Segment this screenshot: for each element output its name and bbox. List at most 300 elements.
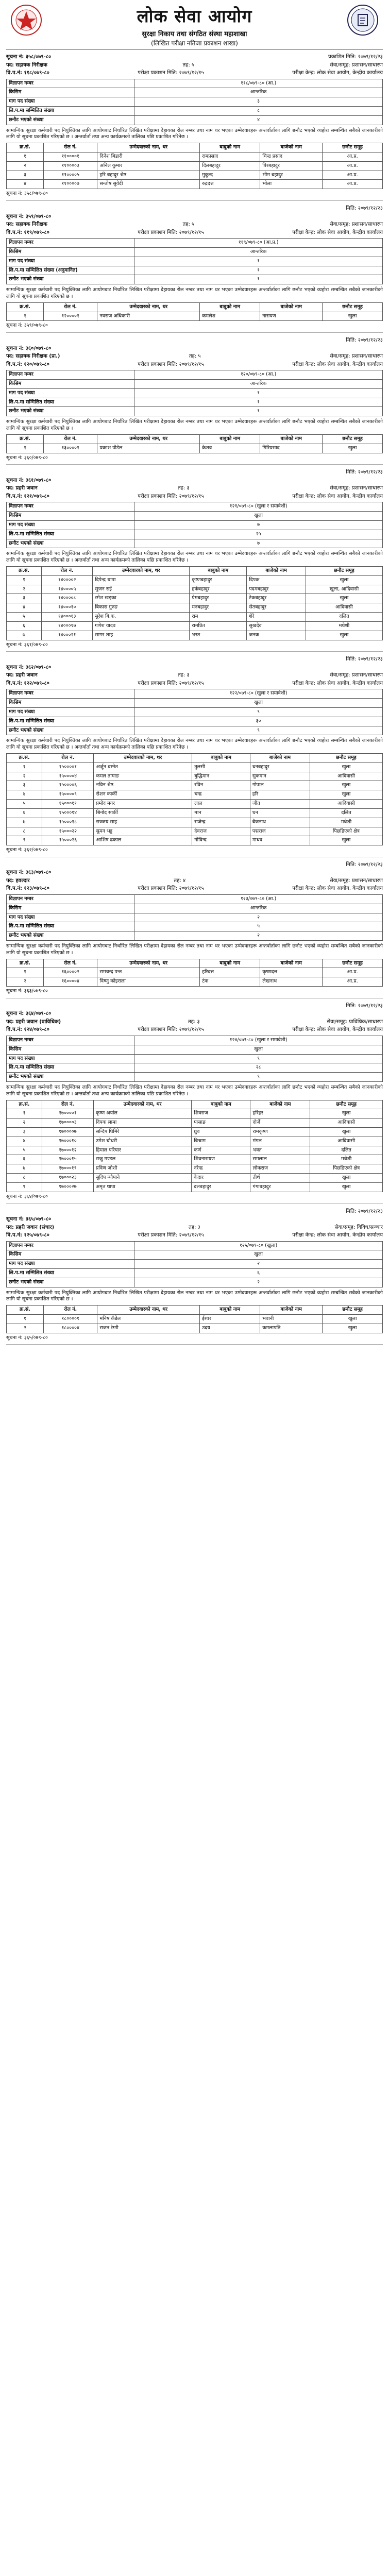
post-name: पद: सहायक निरीक्षक (6, 62, 47, 68)
column-header: बाबुको नाम (200, 1306, 260, 1315)
table-cell: बिश्राम (192, 1137, 250, 1146)
table-cell: ७ (7, 631, 42, 640)
table-cell: दिपक (247, 575, 306, 585)
table-cell: ३ (7, 781, 42, 790)
column-header: रोल नं. (42, 754, 94, 763)
results-table (6, 1100, 383, 1192)
table-cell: मधेशी (310, 818, 382, 827)
notice-paragraph: सामान्यिक सुरक्षा कर्मचारी पद नियुक्तिका लागि आयोगबाट निर्धारित लिखित परीक्षामा देहायका रोल नम्बर तथा नाम थर भएका उम्मेदवारहरू अन्तर्वार्ताका लागि छनौट भएको व्यहोरा सम्बन्धित सबैको जानकारीको लागि यो सूचना प्रकाशित गरिएको छ । अन्तर्वार्ता तथा अन्य कार्यक्रमको तालिका पछि प्रकाशित गरिनेछ । (6, 127, 383, 140)
table-row (7, 613, 383, 622)
column-header: बाजेको नाम (247, 567, 306, 576)
summary-value: ११९/०७९-८० (आ.प्र.) (134, 239, 383, 248)
table-cell: भरत (190, 631, 247, 640)
summary-row (7, 699, 383, 708)
column-header: बाजेको नाम (250, 1100, 310, 1109)
summary-label: विज्ञापन नम्बर (7, 370, 134, 380)
summary-value: १ (134, 407, 383, 416)
summary-label: विज्ञापन नम्बर (7, 239, 134, 248)
table-cell: १५००००१ (42, 762, 94, 772)
table-cell: ४ (7, 1137, 42, 1146)
summary-label: लि.प.मा सम्मिलित संख्या (7, 398, 134, 407)
column-header: बाबुको नाम (200, 959, 260, 968)
summary-row (7, 707, 383, 717)
notice-date: मिति: २०७९/१२/२३ (346, 337, 383, 344)
table-cell: प्रमोद मगर (94, 800, 192, 809)
table-cell: सञ्जय साह (94, 818, 192, 827)
table-cell: ध्रुव (192, 1128, 250, 1137)
table-cell: १५००००६ (42, 781, 94, 790)
exam-center: परीक्षा केन्द्र: लोक सेवा आयोग, केन्द्रीय कार्यालय (292, 886, 383, 892)
summary-value: ९ (134, 1054, 383, 1063)
table-cell: ९ (7, 836, 42, 845)
column-header: क्र.सं. (7, 302, 44, 312)
summary-value: आन्तरिक (134, 904, 383, 913)
table-cell: प्रकाश पौडेल (97, 444, 200, 453)
table-cell: ८ (7, 1174, 42, 1183)
notice-date: मिति: २०७९/१२/२३ (346, 469, 383, 476)
summary-value: ७ (134, 520, 383, 530)
notice-meta-row (6, 1010, 383, 1018)
column-header: बाजेको नाम (260, 959, 323, 968)
table-cell: हरिहर (250, 1109, 310, 1118)
table-cell: १४०००१३ (42, 613, 93, 622)
column-header: रोल नं. (42, 567, 93, 576)
table-cell: सुखदेव (247, 621, 306, 631)
table-row (7, 1137, 383, 1146)
column-header: रोल नं. (43, 302, 97, 312)
notice-paragraph: सामान्यिक सुरक्षा कर्मचारी पद नियुक्तिका लागि आयोगबाट निर्धारित लिखित परीक्षामा देहायका रोल नम्बर तथा नाम थर भएका उम्मेदवारहरू अन्तर्वार्ताका लागि छनौट भएको व्यहोरा सम्बन्धित सबैको जानकारीको लागि यो सूचना प्रकाशित गरिएको छ । (6, 419, 383, 432)
table-cell: ४ (7, 790, 42, 800)
column-header: बाबुको नाम (190, 567, 247, 576)
table-cell: २ (7, 161, 44, 171)
table-cell: ५ (7, 1146, 42, 1155)
post-meta-row (6, 1224, 383, 1231)
summary-label: माग पद संख्या (7, 520, 134, 530)
exam-publish-date: परीक्षा प्रकाशन मिति: २०७९/१२/१५ (138, 70, 204, 76)
table-header-row (7, 959, 383, 968)
table-cell: धन (250, 808, 310, 818)
table-row (7, 836, 383, 845)
summary-label: किसिम (7, 512, 134, 521)
column-header: उम्मेदवारको नाम, थर (94, 754, 192, 763)
summary-label: विज्ञापन नम्बर (7, 502, 134, 512)
table-cell: १७००००३ (42, 1118, 93, 1128)
summary-row (7, 1045, 383, 1054)
post-level: तह: ५ (182, 62, 195, 68)
summary-row (7, 520, 383, 530)
exam-publish-date: परीक्षा प्रकाशन मिति: २०७९/१२/१५ (138, 1232, 204, 1238)
post-name: पद: सहायक निरीक्षक (प्रा.) (6, 353, 60, 360)
org-name: लोक सेवा आयोग (137, 6, 252, 27)
exam-publish-date: परीक्षा प्रकाशन मिति: २०७९/१२/१५ (138, 361, 204, 367)
table-cell: खुला (323, 312, 383, 321)
summary-label: छनौट भएको संख्या (7, 931, 134, 941)
summary-row (7, 380, 383, 389)
table-header-row (7, 143, 383, 152)
table-row (7, 1182, 383, 1192)
summary-value: ६ (134, 1268, 383, 1278)
summary-row (7, 106, 383, 115)
table-cell: १७००००१ (42, 1109, 93, 1118)
table-cell: ८ (7, 827, 42, 836)
table-cell: १७०००२७ (42, 1182, 93, 1192)
result-notice (6, 49, 383, 201)
column-header: उम्मेदवारको नाम, थर (93, 567, 190, 576)
summary-row (7, 88, 383, 97)
table-cell: मधेशी (310, 1155, 383, 1164)
table-cell: गोविन्द (192, 836, 250, 845)
advertisement-number: वि.प.नं: १२३/०७९-८० (6, 886, 49, 892)
summary-label: लि.प.मा सम्मिलित संख्या (7, 530, 134, 539)
table-cell: आशिष ढकाल (94, 836, 192, 845)
table-cell: आदिवासी (310, 772, 382, 781)
post-meta-row (6, 485, 383, 492)
summary-label: छनौट भएको संख्या (7, 1278, 134, 1287)
summary-row (7, 1063, 383, 1073)
table-cell: शिवनारायण (192, 1155, 250, 1164)
notice-meta-row (6, 477, 383, 484)
table-cell: खुला, आदिवासी (306, 585, 382, 594)
table-cell: दिपक लामा (94, 1118, 192, 1128)
table-row (7, 631, 383, 640)
table-cell: टेकबहादुर (247, 594, 306, 603)
table-cell: सुदिप न्यौपाने (94, 1174, 192, 1183)
table-cell: ११००००५ (43, 171, 97, 180)
table-cell: दलित (310, 1146, 383, 1155)
summary-value: आन्तरिक (134, 88, 383, 97)
summary-label: किसिम (7, 247, 134, 257)
table-cell: रामलाल (250, 1155, 310, 1164)
table-cell: मनबहादुर (190, 603, 247, 613)
table-cell: आ.प्र. (323, 152, 383, 162)
summary-row (7, 913, 383, 922)
table-cell: आ.प्र. (323, 968, 383, 977)
summary-label: विज्ञापन नम्बर (7, 1036, 134, 1045)
advertisement-number: वि.प.नं: १२४/०७९-८० (6, 1027, 49, 1033)
notice-date: मिति: २०७९/१२/२३ (346, 861, 383, 868)
table-cell: आ.प्र. (323, 180, 383, 189)
summary-value: आन्तरिक (134, 247, 383, 257)
table-cell: कृष्णदत्त (260, 968, 323, 977)
exam-publish-date: परीक्षा प्रकाशन मिति: २०७९/१२/१५ (138, 886, 204, 892)
summary-label: माग पद संख्या (7, 1260, 134, 1269)
column-header: उम्मेदवारको नाम, थर (97, 1306, 200, 1315)
table-row (7, 818, 383, 827)
summary-label: छनौट भएको संख्या (7, 726, 134, 735)
summary-value: खुला (134, 699, 383, 708)
summary-row (7, 388, 383, 398)
table-cell: खुला (310, 1182, 383, 1192)
table-cell: आदिवासी (306, 603, 382, 613)
table-cell: २ (7, 1324, 44, 1333)
table-row (7, 152, 383, 162)
exam-publish-date: परीक्षा प्रकाशन मिति: २०७९/१२/१५ (138, 1027, 204, 1033)
summary-label: छनौट भएको संख्या (7, 275, 134, 284)
notice-footer: सूचना नं: ३६२/०७९-८० (6, 847, 48, 853)
notice-meta-row (6, 869, 383, 876)
table-row (7, 1155, 383, 1164)
summary-label: लि.प.मा सम्मिलित संख्या (अनुमानित) (7, 266, 134, 275)
table-cell: ३ (7, 171, 44, 180)
column-header: बाबुको नाम (200, 302, 260, 312)
summary-row (7, 931, 383, 941)
summary-table (6, 894, 383, 941)
summary-value: ५ (134, 922, 383, 931)
table-row (7, 171, 383, 180)
summary-value: १२२/०७९-८० (खुला र समावेशी) (134, 689, 383, 699)
summary-row (7, 502, 383, 512)
summary-label: लि.प.मा सम्मिलित संख्या (7, 1268, 134, 1278)
table-cell: खुला (310, 762, 382, 772)
table-cell: आ.प्र. (323, 171, 383, 180)
notice-footer: सूचना नं: ३६३/०७९-८० (6, 988, 48, 994)
table-header-row (7, 1306, 383, 1315)
table-cell: १७००००७ (42, 1128, 93, 1137)
table-cell: नविन श्रेष्ठ (94, 781, 192, 790)
table-cell: भक्त (250, 1146, 310, 1155)
advertisement-number: वि.प.नं: १२०/०७९-८० (6, 361, 49, 367)
summary-row (7, 275, 383, 284)
exam-center: परीक्षा केन्द्र: लोक सेवा आयोग, केन्द्रीय कार्यालय (292, 70, 383, 76)
table-cell: खुला (310, 1109, 383, 1118)
summary-label: छनौट भएको संख्या (7, 407, 134, 416)
post-meta-row (6, 353, 383, 360)
table-cell: हर्कबहादुर (190, 585, 247, 594)
summary-value: ९ (134, 707, 383, 717)
table-cell: कृष्णबहादुर (190, 575, 247, 585)
notice-paragraph: सामान्यिक सुरक्षा कर्मचारी पद नियुक्तिका लागि आयोगबाट निर्धारित लिखित परीक्षामा देहायका रोल नम्बर तथा नाम थर भएका उम्मेदवारहरू अन्तर्वार्ताका लागि छनौट भएको व्यहोरा सम्बन्धित सबैको जानकारीको लागि यो सूचना प्रकाशित गरिएको छ । (6, 287, 383, 299)
table-cell: भीम बहादुर (260, 171, 323, 180)
table-cell: ४ (7, 603, 42, 613)
summary-value: १ (134, 398, 383, 407)
summary-table (6, 238, 383, 284)
table-cell: १६००००४ (43, 977, 97, 987)
table-cell: बिनोद सार्की (94, 808, 192, 818)
table-cell: १५००००९ (42, 790, 94, 800)
psc-logo-icon (347, 4, 379, 36)
exam-meta-row (6, 70, 383, 77)
table-cell: लोकराज (250, 1164, 310, 1174)
table-cell: माधव (250, 836, 310, 845)
summary-row (7, 115, 383, 125)
summary-value: १२४/०७९-८० (खुला र समावेशी) (134, 1036, 383, 1045)
table-cell: शेरे (247, 613, 306, 622)
table-cell: ४ (7, 180, 44, 189)
post-meta-row (6, 877, 383, 885)
table-cell: रामप्रित (190, 621, 247, 631)
table-cell: ३ (7, 594, 42, 603)
publish-date: प्रकाशित मिति: २०७९/१२/२३ (328, 54, 383, 60)
table-cell: पिछडिएको क्षेत्र (310, 1164, 383, 1174)
summary-label: किसिम (7, 1045, 134, 1054)
advertisement-number: वि.प.नं: १२१/०७९-८० (6, 493, 49, 499)
table-cell: १४०००१० (42, 603, 93, 613)
service-group: सेवा/समूह: प्राविधिक/साधारण (327, 1019, 383, 1025)
notice-paragraph: सामान्यिक सुरक्षा कर्मचारी पद नियुक्तिका लागि आयोगबाट निर्धारित लिखित परीक्षामा देहायका रोल नम्बर तथा नाम थर भएका उम्मेदवारहरू अन्तर्वार्ताका लागि छनौट भएको व्यहोरा सम्बन्धित सबैको जानकारीको लागि यो सूचना प्रकाशित गरिएको छ । (6, 943, 383, 956)
results-table (6, 753, 383, 845)
table-row (7, 1146, 383, 1155)
table-cell: बिकास गुरुङ (93, 603, 190, 613)
summary-label: लि.प.मा सम्मिलित संख्या (7, 1063, 134, 1073)
summary-label: माग पद संख्या (7, 1054, 134, 1063)
table-cell: आ.प्र. (323, 161, 383, 171)
table-row (7, 772, 383, 781)
column-header: क्र.सं. (7, 567, 42, 576)
table-cell: १ (7, 1109, 42, 1118)
notice-number: सूचना नं: ३६१/०७९-८० (6, 477, 52, 483)
table-cell: पदमबहादुर (247, 585, 306, 594)
table-cell: १४००००२ (42, 575, 93, 585)
post-meta-row (6, 1019, 383, 1026)
notice-number: सूचना नं: ३६४/०७९-८० (6, 1011, 52, 1017)
table-cell: खुला (306, 575, 382, 585)
column-header: बाबुको नाम (200, 434, 260, 444)
table-cell: सुकमान (250, 772, 310, 781)
notice-footer: सूचना नं: ३६१/०७९-८० (6, 641, 48, 648)
table-cell: १७०००१५ (42, 1155, 93, 1164)
table-cell: ५ (7, 800, 42, 809)
summary-value: ८ (134, 106, 383, 115)
post-meta-row (6, 62, 383, 69)
notice-number: सूचना नं: ३६२/०७९-८० (6, 664, 52, 670)
table-cell: १२००००१ (43, 312, 97, 321)
column-header: छनौट समूह (323, 302, 383, 312)
table-cell: लाल (192, 800, 250, 809)
post-level: तह: ५ (189, 353, 201, 360)
table-header-row (7, 567, 383, 576)
table-cell: खुला (323, 1315, 383, 1324)
table-cell: उदय (200, 1324, 260, 1333)
table-cell: तीर्थ (250, 1174, 310, 1183)
column-header: रोल नं. (43, 959, 97, 968)
post-level: तह: ३ (177, 485, 190, 492)
table-cell: चिन्द्र प्रसाद (260, 152, 323, 162)
summary-value: ११८/०७९-८० (आ.) (134, 79, 383, 88)
table-cell: अमृत थापा (94, 1182, 192, 1192)
summary-value: ३ (134, 97, 383, 107)
table-cell: ९ (7, 1182, 42, 1192)
summary-value: २ (134, 1278, 383, 1287)
column-header: रोल नं. (43, 1306, 97, 1315)
table-row (7, 790, 383, 800)
notice-meta-row (6, 1216, 383, 1223)
summary-table (6, 79, 383, 125)
notice-meta-row (6, 345, 383, 352)
column-header: बाबुको नाम (200, 143, 260, 152)
table-cell: टंक (200, 977, 260, 987)
summary-row (7, 530, 383, 539)
table-row (7, 1324, 383, 1333)
column-header: बाजेको नाम (260, 302, 323, 312)
table-cell: मनिष कँडेल (97, 1315, 200, 1324)
table-cell: अनिल कुमार (97, 161, 200, 171)
column-header: रोल नं. (43, 143, 97, 152)
table-cell: १७०००१२ (42, 1146, 93, 1155)
column-header: छनौट समूह (306, 567, 382, 576)
summary-row (7, 1054, 383, 1063)
summary-value: खुला (134, 1250, 383, 1260)
table-cell: १४००००५ (42, 585, 93, 594)
column-header: बाबुको नाम (192, 754, 250, 763)
table-cell: कमल तामाङ (94, 772, 192, 781)
table-cell: भोला (260, 180, 323, 189)
summary-table (6, 502, 383, 548)
summary-value: ३० (134, 717, 383, 726)
summary-table (6, 689, 383, 735)
exam-center: परीक्षा केन्द्र: लोक सेवा आयोग, केन्द्रीय कार्यालय (292, 1027, 383, 1033)
summary-label: लि.प.मा सम्मिलित संख्या (7, 717, 134, 726)
table-cell: उमेश चौधरी (94, 1137, 192, 1146)
table-cell: मुकुन्द (200, 171, 260, 180)
result-notice (6, 652, 383, 857)
table-cell: ५ (7, 613, 42, 622)
advertisement-number: वि.प.नं: १२५/०७९-८० (6, 1232, 49, 1238)
table-cell: आ.प्र. (323, 977, 383, 987)
summary-row (7, 79, 383, 88)
table-cell: २ (7, 772, 42, 781)
column-header: बाजेको नाम (260, 143, 323, 152)
summary-value: २८ (134, 1063, 383, 1073)
column-header: उम्मेदवारको नाम, थर (97, 143, 200, 152)
table-row (7, 827, 383, 836)
summary-label: छनौट भएको संख्या (7, 1073, 134, 1082)
exam-center: परीक्षा केन्द्र: लोक सेवा आयोग, केन्द्रीय कार्यालय (292, 361, 383, 367)
table-cell: तुलसी (192, 762, 250, 772)
page-header (6, 0, 383, 49)
summary-row (7, 1268, 383, 1278)
notice-number: सूचना नं: ३६३/०७९-८० (6, 870, 52, 876)
table-header-row (7, 1100, 383, 1109)
table-cell: खुला (323, 444, 383, 453)
service-group: सेवा/समूह: प्रशासन/साधारण (329, 485, 383, 492)
table-cell: खुला (310, 790, 382, 800)
table-cell: १ (7, 444, 44, 453)
summary-value: ९ (134, 726, 383, 735)
post-name: पद: सहायक निरीक्षक (6, 222, 47, 228)
summary-row (7, 97, 383, 107)
notice-date: मिति: २०७९/१२/२३ (346, 656, 383, 663)
table-row (7, 968, 383, 977)
summary-row (7, 1250, 383, 1260)
table-cell: ७ (7, 818, 42, 827)
table-row (7, 762, 383, 772)
advertisement-number: वि.प.नं: ११९/०७९-८० (6, 229, 49, 235)
table-cell: मंगल (250, 1137, 310, 1146)
summary-label: छनौट भएको संख्या (7, 115, 134, 125)
notice-number: सूचना नं: ३६०/०७९-८० (6, 345, 52, 351)
table-cell: अर्जुन बस्नेत (94, 762, 192, 772)
table-row (7, 1164, 383, 1174)
summary-value: १ (134, 266, 383, 275)
summary-value: खुला (134, 1045, 383, 1054)
notice-list (6, 49, 383, 1345)
table-cell: राजन रेग्मी (97, 1324, 200, 1333)
summary-row (7, 239, 383, 248)
summary-row (7, 904, 383, 913)
service-group: सेवा/समूह: प्रशासन/साधारण (329, 877, 383, 884)
summary-value: २ (134, 931, 383, 941)
table-row (7, 781, 383, 790)
table-cell: धनबहादुर (250, 762, 310, 772)
notice-number: सूचना नं: ३६५/०७९-८० (6, 1216, 52, 1222)
summary-row (7, 266, 383, 275)
table-row (7, 1174, 383, 1183)
summary-label: माग पद संख्या (7, 707, 134, 717)
notice-paragraph: सामान्यिक सुरक्षा कर्मचारी पद नियुक्तिका लागि आयोगबाट निर्धारित लिखित परीक्षामा देहायका रोल नम्बर तथा नाम थर भएका उम्मेदवारहरू अन्तर्वार्ताका लागि छनौट भएको व्यहोरा सम्बन्धित सबैको जानकारीको लागि यो सूचना प्रकाशित गरिएको छ । अन्तर्वार्ता तथा अन्य कार्यक्रमको तालिका पछि प्रकाशित गरिनेछ । (6, 738, 383, 751)
summary-value: १२१/०७९-८० (खुला र समावेशी) (134, 502, 383, 512)
summary-row (7, 247, 383, 257)
table-cell: हरि बहादुर श्रेष्ठ (97, 171, 200, 180)
